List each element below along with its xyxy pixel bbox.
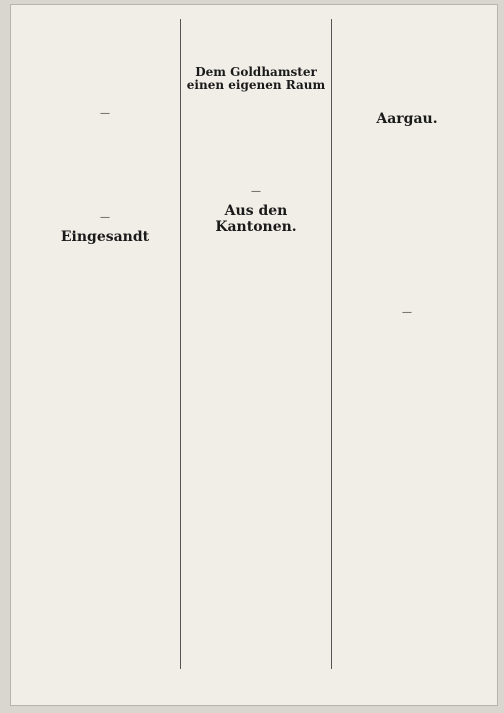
article-body (33, 123, 177, 209)
article-body (184, 240, 328, 326)
article-body (335, 322, 479, 408)
article-body (184, 326, 328, 412)
article-body (335, 218, 479, 304)
section-heading: Aus den Kantonen. (215, 203, 297, 235)
article-body (335, 19, 479, 105)
section-heading: Aargau. (376, 111, 438, 127)
separator-dash: — (251, 186, 261, 198)
section-heading: Dem Goldhamster einen eigenen Raum (186, 65, 326, 93)
separator-dash: — (402, 307, 412, 319)
article-body (33, 250, 177, 336)
article-body (33, 19, 177, 105)
separator-dash: — (100, 212, 110, 223)
column-3 (335, 19, 479, 669)
column-2 (184, 19, 328, 669)
column-rule (331, 19, 332, 669)
page-body (33, 19, 479, 669)
section-heading: Eingesandt (60, 229, 150, 245)
article-body (184, 97, 328, 183)
separator-dash: — (100, 108, 110, 119)
article-body (33, 336, 177, 422)
column-1 (33, 19, 177, 669)
article-body (184, 19, 328, 59)
newspaper-page (10, 4, 498, 706)
column-rule (180, 19, 181, 669)
article-body (335, 132, 479, 218)
